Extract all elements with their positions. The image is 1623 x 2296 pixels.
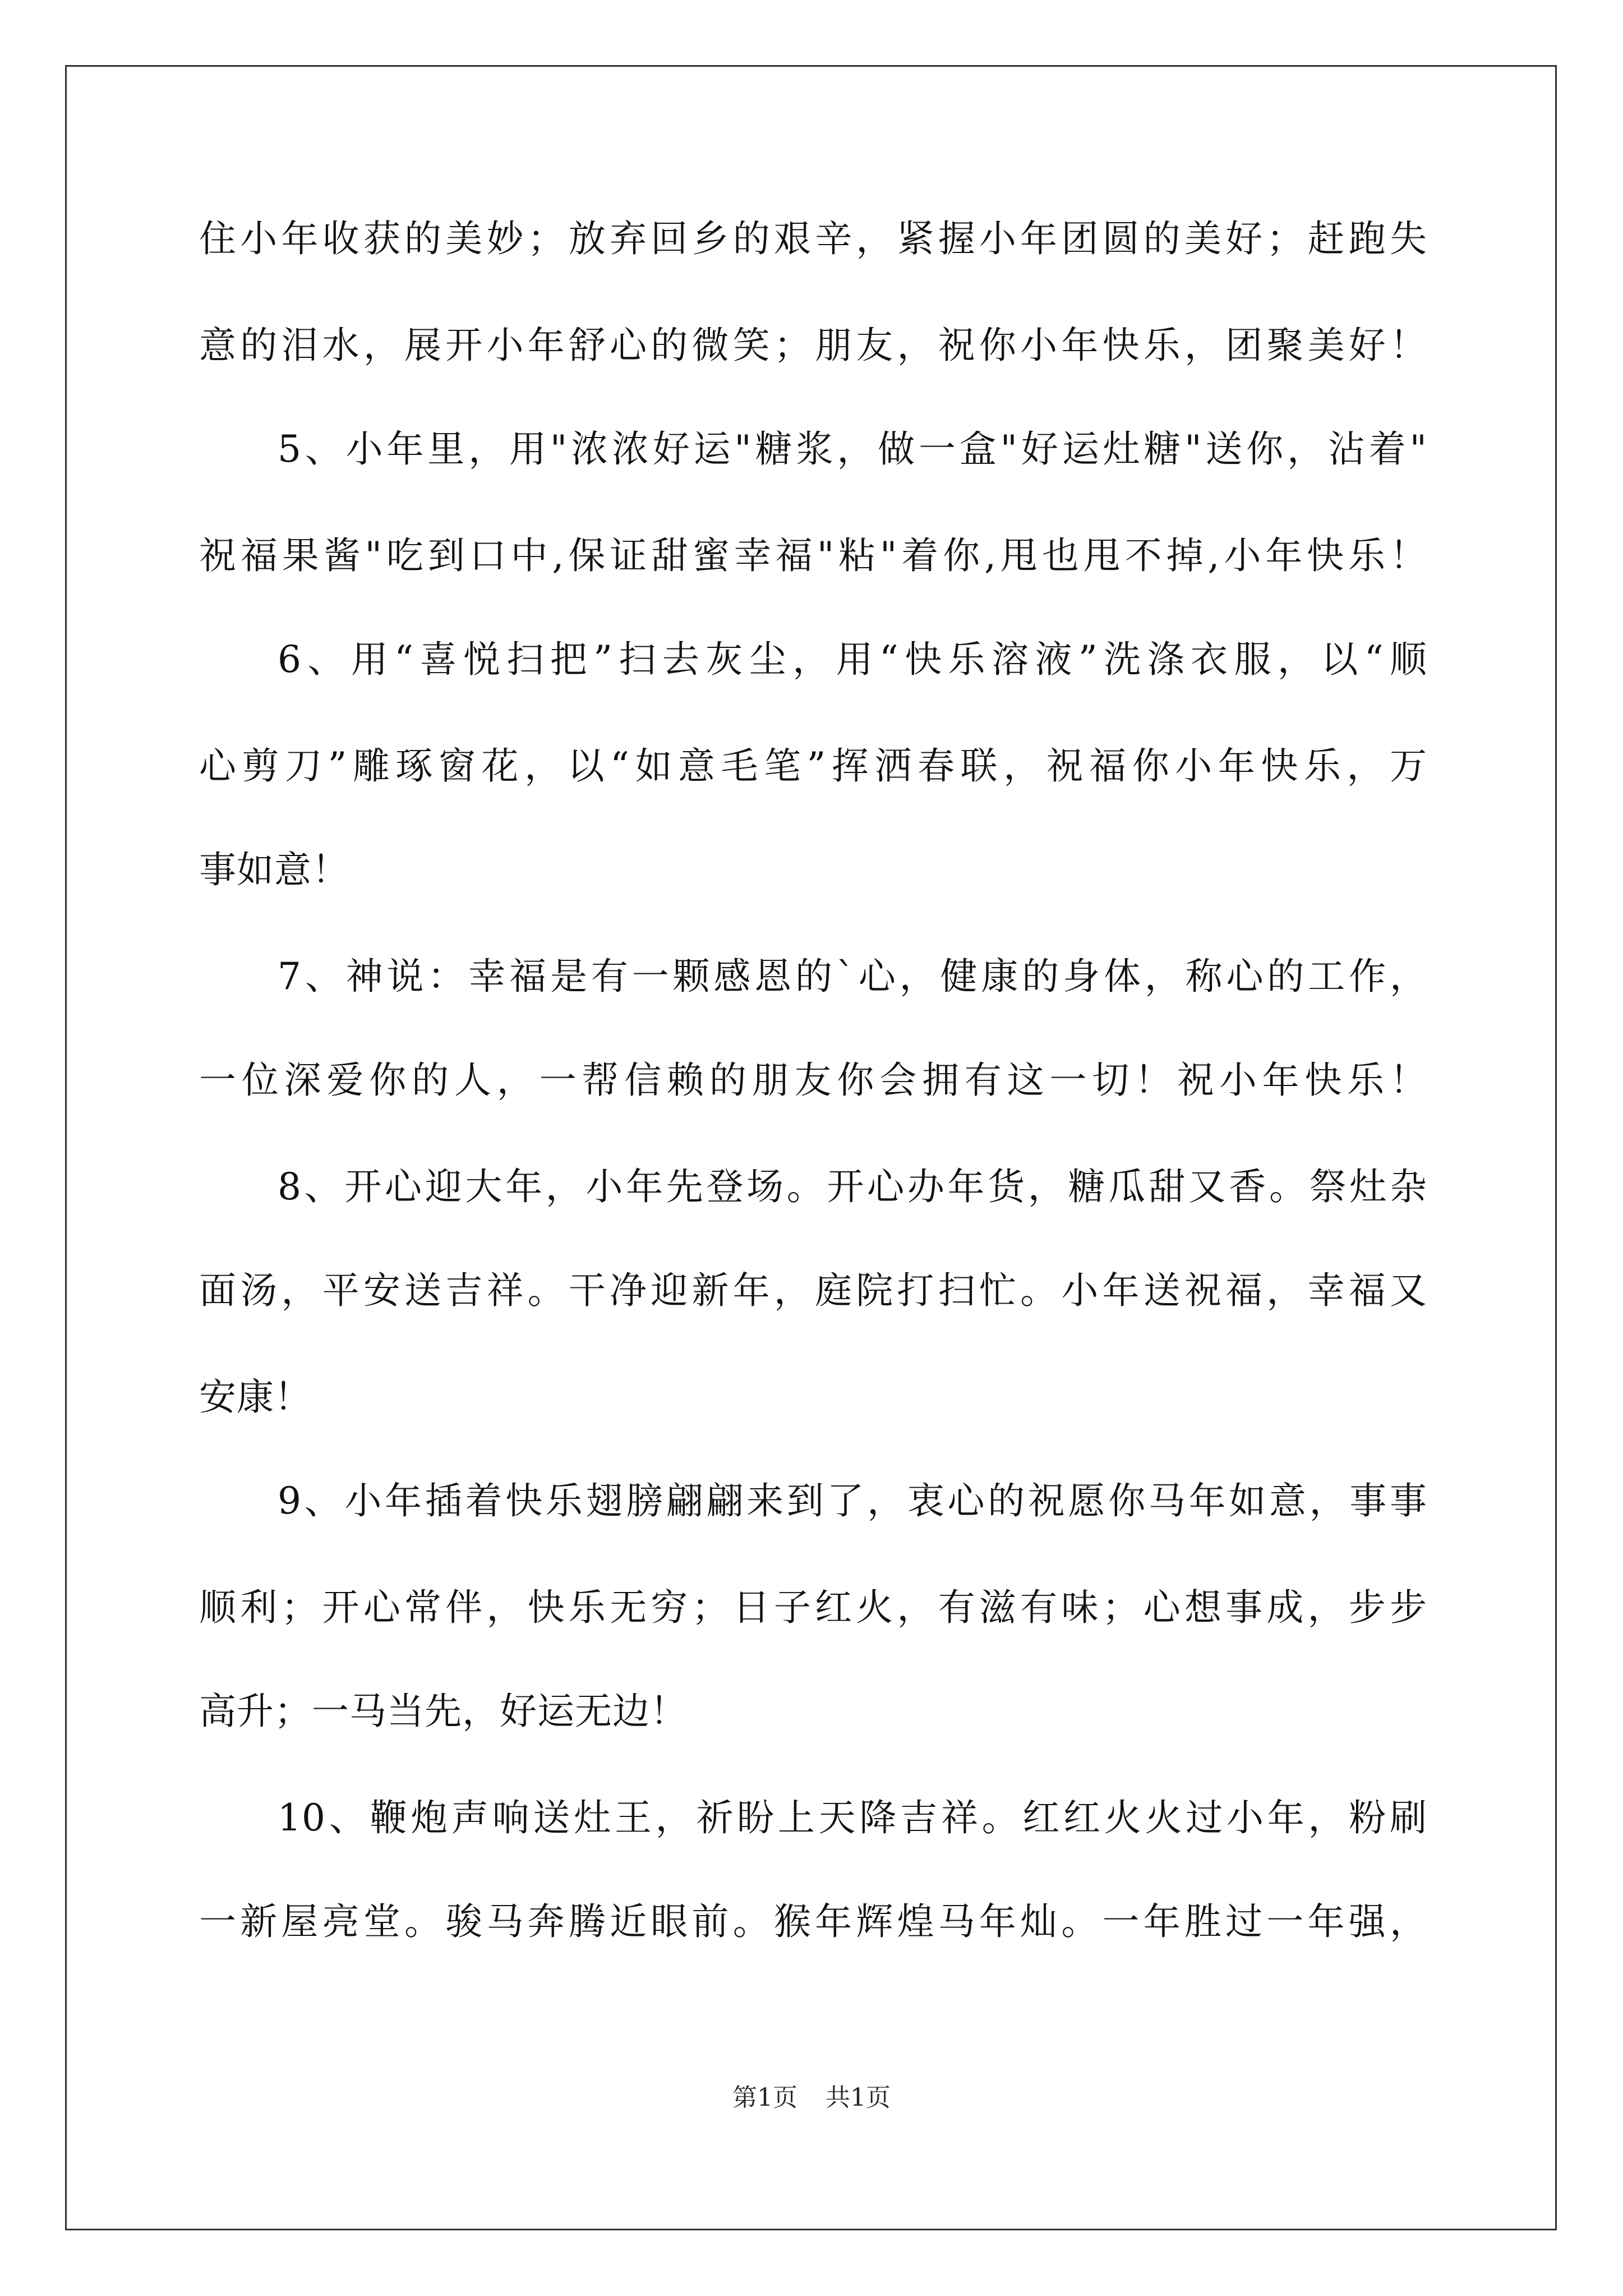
page-footer <box>0 2081 1623 2115</box>
paragraph-9-line-3: 高升；一马当先，好运无边！ <box>199 1690 688 1733</box>
paragraph-5-line-2: 祝福果酱"吃到口中,保证甜蜜幸福"粘"着你,甩也甩不掉,小年快乐！ <box>199 534 1427 577</box>
paragraph-6-line-3: 事如意！ <box>199 848 349 891</box>
paragraph-10-line-2: 一新屋亮堂。骏马奔腾近眼前。猴年辉煌马年灿。一年胜过一年强， <box>199 1900 1427 1943</box>
paragraph-9-line-1: 9、小年插着快乐翅膀翩翩来到了，衷心的祝愿你马年如意，事事 <box>278 1479 1427 1522</box>
paragraph-7-line-1: 7、神说：幸福是有一颗感恩的`心，健康的身体，称心的工作， <box>278 955 1427 998</box>
paragraph-8-line-3: 安康！ <box>199 1375 312 1419</box>
text-line: 意的泪水，展开小年舒心的微笑；朋友，祝你小年快乐，团聚美好！ <box>199 324 1427 367</box>
paragraph-6-line-1: 6、用“喜悦扫把”扫去灰尘，用“快乐溶液”洗涤衣服，以“顺 <box>278 638 1427 681</box>
page-number-current: 第1页 <box>732 2083 797 2112</box>
paragraph-5-line-1: 5、小年里，用"浓浓好运"糖浆，做一盒"好运灶糖"送你，沾着" <box>278 427 1427 471</box>
paragraph-7-line-2: 一位深爱你的人，一帮信赖的朋友你会拥有这一切！祝小年快乐！ <box>199 1059 1427 1102</box>
text-line: 住小年收获的美妙；放弃回乡的艰辛，紧握小年团圆的美好；赶跑失 <box>199 217 1427 260</box>
paragraph-8-line-1: 8、开心迎大年，小年先登场。开心办年货，糖瓜甜又香。祭灶杂 <box>278 1165 1427 1208</box>
page-number-total: 共1页 <box>826 2083 891 2112</box>
paragraph-8-line-2: 面汤，平安送吉祥。干净迎新年，庭院打扫忙。小年送祝福，幸福又 <box>199 1269 1427 1312</box>
paragraph-10-line-1: 10、鞭炮声响送灶王，祈盼上天降吉祥。红红火火过小年，粉刷 <box>278 1796 1427 1839</box>
paragraph-6-line-2: 心剪刀”雕琢窗花，以“如意毛笔”挥洒春联，祝福你小年快乐，万 <box>199 744 1427 788</box>
paragraph-9-line-2: 顺利；开心常伴，快乐无穷；日子红火，有滋有味；心想事成，步步 <box>199 1586 1427 1629</box>
